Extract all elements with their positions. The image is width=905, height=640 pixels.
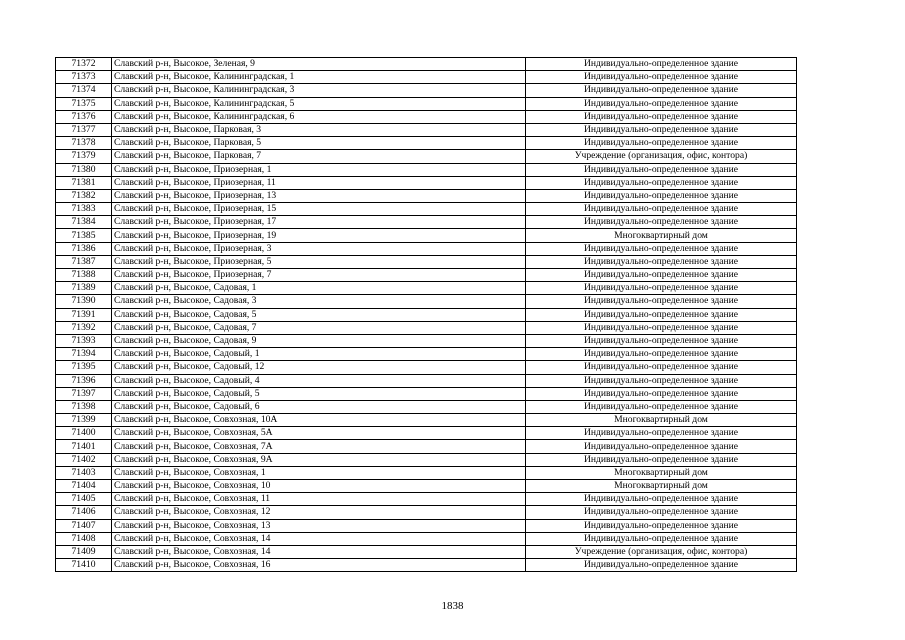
table-row <box>56 466 797 479</box>
table-row <box>56 480 797 493</box>
address-cell: Славский р-н, Высокое, Приозерная, 13 <box>112 189 526 202</box>
row-number-cell: 71408 <box>56 532 112 545</box>
address-cell: Славский р-н, Высокое, Приозерная, 7 <box>112 269 526 282</box>
row-number-cell: 71389 <box>56 282 112 295</box>
table-row <box>56 123 797 136</box>
address-cell: Славский р-н, Высокое, Садовая, 5 <box>112 308 526 321</box>
address-cell: Славский р-н, Высокое, Совхозная, 10А <box>112 414 526 427</box>
table-row <box>56 321 797 334</box>
table-row <box>56 163 797 176</box>
building-type-cell: Индивидуально-определенное здание <box>526 427 797 440</box>
address-cell: Славский р-н, Высокое, Садовая, 9 <box>112 334 526 347</box>
address-cell: Славский р-н, Высокое, Садовая, 3 <box>112 295 526 308</box>
row-number-cell: 71376 <box>56 110 112 123</box>
row-number-cell: 71409 <box>56 545 112 558</box>
table-row <box>56 203 797 216</box>
table-row <box>56 189 797 202</box>
registry-table-body <box>56 58 797 572</box>
building-type-cell: Индивидуально-определенное здание <box>526 137 797 150</box>
building-type-cell: Индивидуально-определенное здание <box>526 519 797 532</box>
row-number-cell: 71387 <box>56 255 112 268</box>
row-number-cell: 71403 <box>56 466 112 479</box>
row-number-cell: 71396 <box>56 374 112 387</box>
table-row <box>56 308 797 321</box>
building-type-cell: Индивидуально-определенное здание <box>526 216 797 229</box>
row-number-cell: 71379 <box>56 150 112 163</box>
address-cell: Славский р-н, Высокое, Садовый, 4 <box>112 374 526 387</box>
address-cell: Славский р-н, Высокое, Приозерная, 3 <box>112 242 526 255</box>
table-row <box>56 150 797 163</box>
address-cell: Славский р-н, Высокое, Приозерная, 17 <box>112 216 526 229</box>
address-cell: Славский р-н, Высокое, Парковая, 3 <box>112 123 526 136</box>
address-cell: Славский р-н, Высокое, Парковая, 5 <box>112 137 526 150</box>
address-cell: Славский р-н, Высокое, Калининградская, 1 <box>112 71 526 84</box>
table-row <box>56 493 797 506</box>
building-type-cell: Индивидуально-определенное здание <box>526 321 797 334</box>
row-number-cell: 71386 <box>56 242 112 255</box>
table-row <box>56 176 797 189</box>
table-row <box>56 216 797 229</box>
address-cell: Славский р-н, Высокое, Совхозная, 14 <box>112 545 526 558</box>
address-cell: Славский р-н, Высокое, Совхозная, 5А <box>112 427 526 440</box>
building-type-cell: Индивидуально-определенное здание <box>526 255 797 268</box>
address-cell: Славский р-н, Высокое, Совхозная, 1 <box>112 466 526 479</box>
row-number-cell: 71382 <box>56 189 112 202</box>
row-number-cell: 71410 <box>56 559 112 572</box>
building-type-cell: Индивидуально-определенное здание <box>526 71 797 84</box>
row-number-cell: 71400 <box>56 427 112 440</box>
row-number-cell: 71393 <box>56 334 112 347</box>
table-row <box>56 334 797 347</box>
table-row <box>56 97 797 110</box>
row-number-cell: 71397 <box>56 387 112 400</box>
address-cell: Славский р-н, Высокое, Калининградская, 5 <box>112 97 526 110</box>
table-row <box>56 361 797 374</box>
address-cell: Славский р-н, Высокое, Приозерная, 5 <box>112 255 526 268</box>
row-number-cell: 71384 <box>56 216 112 229</box>
row-number-cell: 71383 <box>56 203 112 216</box>
table-row <box>56 282 797 295</box>
building-type-cell: Индивидуально-определенное здание <box>526 440 797 453</box>
row-number-cell: 71407 <box>56 519 112 532</box>
row-number-cell: 71374 <box>56 84 112 97</box>
row-number-cell: 71375 <box>56 97 112 110</box>
row-number-cell: 71404 <box>56 480 112 493</box>
table-row <box>56 348 797 361</box>
building-type-cell: Индивидуально-определенное здание <box>526 506 797 519</box>
row-number-cell: 71381 <box>56 176 112 189</box>
building-type-cell: Индивидуально-определенное здание <box>526 453 797 466</box>
row-number-cell: 71406 <box>56 506 112 519</box>
address-cell: Славский р-н, Высокое, Совхозная, 14 <box>112 532 526 545</box>
table-row <box>56 559 797 572</box>
row-number-cell: 71395 <box>56 361 112 374</box>
table-row <box>56 110 797 123</box>
building-type-cell: Индивидуально-определенное здание <box>526 295 797 308</box>
building-type-cell: Многоквартирный дом <box>526 229 797 242</box>
row-number-cell: 71394 <box>56 348 112 361</box>
address-cell: Славский р-н, Высокое, Приозерная, 1 <box>112 163 526 176</box>
building-type-cell: Индивидуально-определенное здание <box>526 493 797 506</box>
table-row <box>56 414 797 427</box>
table-row <box>56 269 797 282</box>
building-type-cell: Индивидуально-определенное здание <box>526 334 797 347</box>
table-row <box>56 440 797 453</box>
table-row <box>56 374 797 387</box>
address-cell: Славский р-н, Высокое, Садовая, 7 <box>112 321 526 334</box>
address-cell: Славский р-н, Высокое, Калининградская, 3 <box>112 84 526 97</box>
building-type-cell: Индивидуально-определенное здание <box>526 110 797 123</box>
row-number-cell: 71373 <box>56 71 112 84</box>
address-cell: Славский р-н, Высокое, Совхозная, 7А <box>112 440 526 453</box>
table-row <box>56 532 797 545</box>
table-row <box>56 242 797 255</box>
building-type-cell: Учреждение (организация, офис, контора) <box>526 150 797 163</box>
table-row <box>56 427 797 440</box>
building-type-cell: Индивидуально-определенное здание <box>526 559 797 572</box>
building-type-cell: Индивидуально-определенное здание <box>526 400 797 413</box>
building-type-cell: Индивидуально-определенное здание <box>526 361 797 374</box>
row-number-cell: 71377 <box>56 123 112 136</box>
address-cell: Славский р-н, Высокое, Приозерная, 11 <box>112 176 526 189</box>
building-type-cell: Многоквартирный дом <box>526 414 797 427</box>
address-cell: Славский р-н, Высокое, Садовая, 1 <box>112 282 526 295</box>
building-type-cell: Индивидуально-определенное здание <box>526 84 797 97</box>
building-type-cell: Индивидуально-определенное здание <box>526 242 797 255</box>
table-row <box>56 255 797 268</box>
row-number-cell: 71378 <box>56 137 112 150</box>
table-row <box>56 506 797 519</box>
address-cell: Славский р-н, Высокое, Садовый, 1 <box>112 348 526 361</box>
address-cell: Славский р-н, Высокое, Совхозная, 10 <box>112 480 526 493</box>
table-row <box>56 71 797 84</box>
building-type-cell: Индивидуально-определенное здание <box>526 189 797 202</box>
address-cell: Славский р-н, Высокое, Парковая, 7 <box>112 150 526 163</box>
building-type-cell: Многоквартирный дом <box>526 480 797 493</box>
table-row <box>56 229 797 242</box>
table-row <box>56 519 797 532</box>
building-type-cell: Индивидуально-определенное здание <box>526 123 797 136</box>
table-row <box>56 58 797 71</box>
table-row <box>56 400 797 413</box>
address-cell: Славский р-н, Высокое, Зеленая, 9 <box>112 58 526 71</box>
address-cell: Славский р-н, Высокое, Совхозная, 12 <box>112 506 526 519</box>
building-type-cell: Индивидуально-определенное здание <box>526 282 797 295</box>
address-cell: Славский р-н, Высокое, Совхозная, 13 <box>112 519 526 532</box>
building-type-cell: Индивидуально-определенное здание <box>526 308 797 321</box>
address-cell: Славский р-н, Высокое, Приозерная, 15 <box>112 203 526 216</box>
table-row <box>56 137 797 150</box>
address-cell: Славский р-н, Высокое, Совхозная, 11 <box>112 493 526 506</box>
table-row <box>56 545 797 558</box>
building-type-cell: Индивидуально-определенное здание <box>526 176 797 189</box>
building-type-cell: Индивидуально-определенное здание <box>526 269 797 282</box>
row-number-cell: 71385 <box>56 229 112 242</box>
row-number-cell: 71392 <box>56 321 112 334</box>
address-cell: Славский р-н, Высокое, Садовый, 12 <box>112 361 526 374</box>
building-type-cell: Индивидуально-определенное здание <box>526 532 797 545</box>
page-number: 1838 <box>441 600 464 612</box>
table-row <box>56 387 797 400</box>
building-type-cell: Учреждение (организация, офис, контора) <box>526 545 797 558</box>
address-cell: Славский р-н, Высокое, Совхозная, 16 <box>112 559 526 572</box>
row-number-cell: 71390 <box>56 295 112 308</box>
building-registry-table <box>55 57 797 572</box>
table-row <box>56 295 797 308</box>
building-type-cell: Индивидуально-определенное здание <box>526 348 797 361</box>
address-cell: Славский р-н, Высокое, Садовый, 6 <box>112 400 526 413</box>
building-type-cell: Индивидуально-определенное здание <box>526 97 797 110</box>
address-cell: Славский р-н, Высокое, Калининградская, 6 <box>112 110 526 123</box>
row-number-cell: 71398 <box>56 400 112 413</box>
row-number-cell: 71372 <box>56 58 112 71</box>
building-type-cell: Индивидуально-определенное здание <box>526 203 797 216</box>
row-number-cell: 71405 <box>56 493 112 506</box>
row-number-cell: 71391 <box>56 308 112 321</box>
address-cell: Славский р-н, Высокое, Совхозная, 9А <box>112 453 526 466</box>
row-number-cell: 71401 <box>56 440 112 453</box>
address-cell: Славский р-н, Высокое, Приозерная, 19 <box>112 229 526 242</box>
building-type-cell: Индивидуально-определенное здание <box>526 163 797 176</box>
table-row <box>56 84 797 97</box>
building-type-cell: Индивидуально-определенное здание <box>526 374 797 387</box>
row-number-cell: 71388 <box>56 269 112 282</box>
building-type-cell: Индивидуально-определенное здание <box>526 58 797 71</box>
row-number-cell: 71380 <box>56 163 112 176</box>
address-cell: Славский р-н, Высокое, Садовый, 5 <box>112 387 526 400</box>
row-number-cell: 71402 <box>56 453 112 466</box>
row-number-cell: 71399 <box>56 414 112 427</box>
table-row <box>56 453 797 466</box>
building-type-cell: Индивидуально-определенное здание <box>526 387 797 400</box>
building-type-cell: Многоквартирный дом <box>526 466 797 479</box>
